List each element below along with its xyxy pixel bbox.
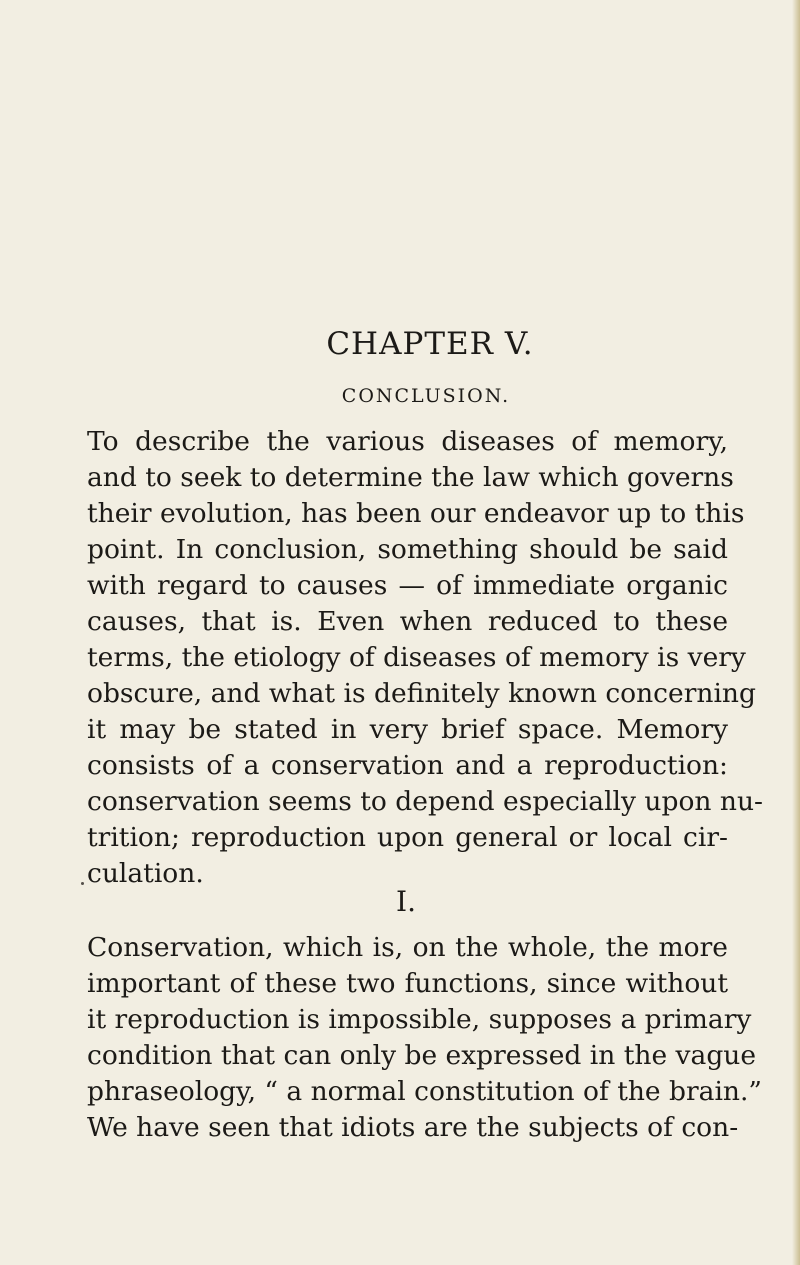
text-line: trition; reproduction upon general or local cir- [87, 822, 728, 853]
section-title: CONCLUSION. [341, 385, 511, 407]
text-line: causes, that is. Even when reduced to these [87, 606, 728, 637]
text-line: and to seek to determine the law which governs [87, 462, 734, 493]
text-line: Conservation, which is, on the whole, the more [87, 932, 728, 963]
text-line: terms, the etiology of diseases of memory is very [87, 642, 746, 673]
text-line: culation. [87, 858, 204, 889]
section-numeral: I. [396, 885, 416, 918]
paragraph-1 [87, 424, 763, 892]
chapter-title: CHAPTER V. [326, 326, 534, 362]
text-line: condition that can only be expressed in the vague [87, 1040, 757, 1071]
text-line: their evolution, has been our endeavor up to this [87, 498, 745, 529]
text-line: obscure, and what is definitely known concerning [87, 678, 756, 709]
text-line: with regard to causes — of immediate organic [87, 570, 728, 601]
text-line: We have seen that idiots are the subjects of con- [87, 1112, 739, 1143]
text-line: consists of a conservation and a reproduction: [87, 750, 728, 781]
text-line: important of these two functions, since without [87, 968, 728, 999]
text-line: phraseology, “ a normal constitution of the brain.” [87, 1076, 762, 1107]
paragraph-2 [87, 930, 762, 1146]
page-edge-shadow [792, 0, 800, 1265]
text-line: point. In conclusion, something should be said [87, 534, 728, 565]
text-line: it may be stated in very brief space. Memory [87, 714, 728, 745]
text-line: To describe the various diseases of memory, [87, 426, 728, 457]
text-line: it reproduction is impossible, supposes a primary [87, 1004, 752, 1035]
text-line: conservation seems to depend especially upon nu- [87, 786, 763, 817]
